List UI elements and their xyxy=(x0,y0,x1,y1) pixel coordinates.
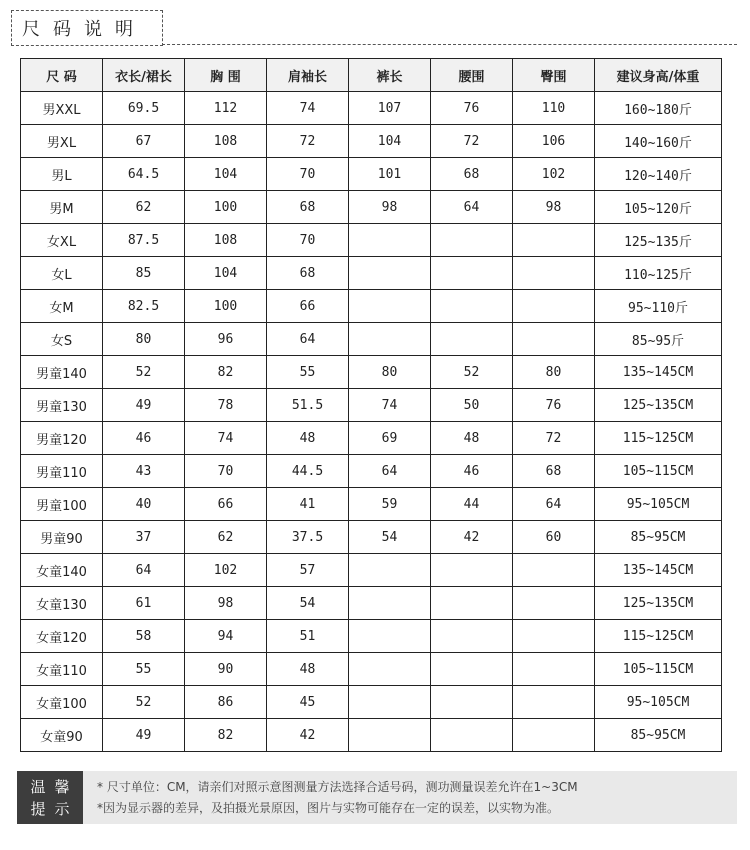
table-row xyxy=(21,488,722,521)
col-header-height-weight: 建议身高/体重 xyxy=(595,59,722,92)
table-cell: 42 xyxy=(431,521,513,554)
table-cell: 52 xyxy=(103,686,185,719)
table-cell: 52 xyxy=(103,356,185,389)
table-cell: 101 xyxy=(349,158,431,191)
table-cell xyxy=(349,224,431,257)
table-cell: 107 xyxy=(349,92,431,125)
table-cell: 54 xyxy=(349,521,431,554)
col-header-pants-length: 裤长 xyxy=(349,59,431,92)
table-cell: 46 xyxy=(431,455,513,488)
table-row xyxy=(21,125,722,158)
table-cell: 69 xyxy=(349,422,431,455)
table-row xyxy=(21,422,722,455)
size-label-cell: 男童120 xyxy=(21,422,103,455)
tips-label xyxy=(17,771,83,824)
table-cell: 64 xyxy=(431,191,513,224)
table-cell: 135~145CM xyxy=(595,356,722,389)
size-label-cell: 男XL xyxy=(21,125,103,158)
table-cell xyxy=(349,719,431,752)
table-cell: 105~115CM xyxy=(595,455,722,488)
table-cell: 51.5 xyxy=(267,389,349,422)
table-row xyxy=(21,686,722,719)
table-cell: 48 xyxy=(267,422,349,455)
table-cell: 52 xyxy=(431,356,513,389)
table-cell: 49 xyxy=(103,389,185,422)
table-cell: 78 xyxy=(185,389,267,422)
table-cell: 69.5 xyxy=(103,92,185,125)
table-cell: 105~115CM xyxy=(595,653,722,686)
table-cell: 95~110斤 xyxy=(595,290,722,323)
table-cell: 66 xyxy=(185,488,267,521)
table-row xyxy=(21,719,722,752)
table-cell: 62 xyxy=(185,521,267,554)
table-cell: 37.5 xyxy=(267,521,349,554)
table-cell: 76 xyxy=(513,389,595,422)
table-cell: 102 xyxy=(513,158,595,191)
size-label-cell: 女童100 xyxy=(21,686,103,719)
table-row xyxy=(21,356,722,389)
table-cell: 70 xyxy=(267,224,349,257)
table-cell: 44 xyxy=(431,488,513,521)
table-row xyxy=(21,554,722,587)
table-cell: 68 xyxy=(431,158,513,191)
table-cell xyxy=(513,620,595,653)
size-label-cell: 女XL xyxy=(21,224,103,257)
tips-panel xyxy=(17,771,737,824)
table-cell: 66 xyxy=(267,290,349,323)
table-cell: 82 xyxy=(185,719,267,752)
size-label-cell: 男童100 xyxy=(21,488,103,521)
table-cell: 42 xyxy=(267,719,349,752)
table-cell: 115~125CM xyxy=(595,422,722,455)
table-cell: 45 xyxy=(267,686,349,719)
size-label-cell: 女童90 xyxy=(21,719,103,752)
table-cell: 70 xyxy=(267,158,349,191)
table-cell: 112 xyxy=(185,92,267,125)
table-cell: 44.5 xyxy=(267,455,349,488)
table-cell xyxy=(513,686,595,719)
table-cell xyxy=(431,224,513,257)
table-cell: 104 xyxy=(185,257,267,290)
table-cell: 104 xyxy=(185,158,267,191)
size-label-cell: 男M xyxy=(21,191,103,224)
table-cell: 110 xyxy=(513,92,595,125)
table-cell: 70 xyxy=(185,455,267,488)
table-cell: 62 xyxy=(103,191,185,224)
table-cell: 85~95CM xyxy=(595,521,722,554)
table-cell: 61 xyxy=(103,587,185,620)
table-cell xyxy=(431,620,513,653)
col-header-sleeve: 肩袖长 xyxy=(267,59,349,92)
table-cell: 64 xyxy=(349,455,431,488)
table-cell xyxy=(431,290,513,323)
tips-text xyxy=(83,771,578,824)
size-label-cell: 男L xyxy=(21,158,103,191)
table-cell: 100 xyxy=(185,191,267,224)
table-cell: 72 xyxy=(267,125,349,158)
table-cell: 100 xyxy=(185,290,267,323)
table-cell: 67 xyxy=(103,125,185,158)
table-cell: 80 xyxy=(513,356,595,389)
table-cell: 37 xyxy=(103,521,185,554)
table-cell: 82 xyxy=(185,356,267,389)
tips-line-display: *因为显示器的差异，及拍摄光景原因，图片与实物可能存在一定的误差，以实物为准。 xyxy=(97,800,560,815)
table-cell xyxy=(349,620,431,653)
table-row xyxy=(21,653,722,686)
title-divider xyxy=(162,44,737,45)
size-label-cell: 男童140 xyxy=(21,356,103,389)
table-cell: 74 xyxy=(267,92,349,125)
table-cell: 108 xyxy=(185,125,267,158)
table-cell: 43 xyxy=(103,455,185,488)
table-cell: 140~160斤 xyxy=(595,125,722,158)
table-cell: 120~140斤 xyxy=(595,158,722,191)
table-cell: 110~125斤 xyxy=(595,257,722,290)
table-cell: 125~135CM xyxy=(595,389,722,422)
table-header-row xyxy=(21,59,722,92)
table-cell: 98 xyxy=(349,191,431,224)
col-header-hip: 臀围 xyxy=(513,59,595,92)
size-label-cell: 女童120 xyxy=(21,620,103,653)
table-cell: 90 xyxy=(185,653,267,686)
table-cell: 64 xyxy=(267,323,349,356)
table-cell xyxy=(513,719,595,752)
table-cell xyxy=(349,554,431,587)
col-header-length: 衣长/裙长 xyxy=(103,59,185,92)
table-cell: 46 xyxy=(103,422,185,455)
table-cell: 64 xyxy=(513,488,595,521)
table-cell xyxy=(513,554,595,587)
table-cell: 80 xyxy=(349,356,431,389)
table-cell xyxy=(431,323,513,356)
table-row xyxy=(21,455,722,488)
table-cell: 135~145CM xyxy=(595,554,722,587)
table-cell xyxy=(349,257,431,290)
table-row xyxy=(21,92,722,125)
col-header-chest: 胸 围 xyxy=(185,59,267,92)
table-cell: 59 xyxy=(349,488,431,521)
page-title: 尺码说明 xyxy=(22,19,146,40)
table-row xyxy=(21,521,722,554)
table-cell: 160~180斤 xyxy=(595,92,722,125)
size-label-cell: 男XXL xyxy=(21,92,103,125)
table-cell: 68 xyxy=(267,257,349,290)
table-cell: 60 xyxy=(513,521,595,554)
table-cell xyxy=(431,554,513,587)
table-cell: 86 xyxy=(185,686,267,719)
table-cell: 85~95CM xyxy=(595,719,722,752)
table-cell: 64.5 xyxy=(103,158,185,191)
table-cell: 74 xyxy=(185,422,267,455)
table-cell xyxy=(349,653,431,686)
table-cell: 95~105CM xyxy=(595,488,722,521)
table-cell: 48 xyxy=(431,422,513,455)
table-cell xyxy=(349,290,431,323)
table-row xyxy=(21,224,722,257)
table-cell: 82.5 xyxy=(103,290,185,323)
table-row xyxy=(21,158,722,191)
table-cell: 106 xyxy=(513,125,595,158)
table-cell xyxy=(431,686,513,719)
table-row xyxy=(21,389,722,422)
table-row xyxy=(21,587,722,620)
table-cell xyxy=(431,719,513,752)
table-cell: 108 xyxy=(185,224,267,257)
table-cell: 98 xyxy=(185,587,267,620)
table-cell: 125~135CM xyxy=(595,587,722,620)
table-cell: 57 xyxy=(267,554,349,587)
table-row xyxy=(21,323,722,356)
size-label-cell: 男童110 xyxy=(21,455,103,488)
table-cell: 54 xyxy=(267,587,349,620)
table-cell xyxy=(349,686,431,719)
table-cell: 85~95斤 xyxy=(595,323,722,356)
table-cell: 104 xyxy=(349,125,431,158)
table-cell: 48 xyxy=(267,653,349,686)
table-row xyxy=(21,257,722,290)
table-cell xyxy=(513,587,595,620)
size-label-cell: 女童110 xyxy=(21,653,103,686)
table-cell: 49 xyxy=(103,719,185,752)
table-cell: 94 xyxy=(185,620,267,653)
size-label-cell: 女童140 xyxy=(21,554,103,587)
table-cell: 40 xyxy=(103,488,185,521)
tips-label-line1: 温馨 xyxy=(30,777,79,796)
table-cell xyxy=(513,290,595,323)
table-row xyxy=(21,191,722,224)
table-cell xyxy=(431,257,513,290)
table-cell: 85 xyxy=(103,257,185,290)
table-cell: 68 xyxy=(513,455,595,488)
table-cell: 87.5 xyxy=(103,224,185,257)
table-cell: 105~120斤 xyxy=(595,191,722,224)
table-cell xyxy=(349,323,431,356)
size-label-cell: 女S xyxy=(21,323,103,356)
section-title-box xyxy=(11,10,163,46)
table-cell: 125~135斤 xyxy=(595,224,722,257)
table-cell: 102 xyxy=(185,554,267,587)
table-cell: 72 xyxy=(513,422,595,455)
table-cell: 98 xyxy=(513,191,595,224)
table-body xyxy=(21,92,722,752)
table-cell: 41 xyxy=(267,488,349,521)
table-cell: 50 xyxy=(431,389,513,422)
table-cell: 72 xyxy=(431,125,513,158)
table-row xyxy=(21,620,722,653)
table-cell: 76 xyxy=(431,92,513,125)
table-cell: 68 xyxy=(267,191,349,224)
col-header-size: 尺 码 xyxy=(21,59,103,92)
table-cell: 95~105CM xyxy=(595,686,722,719)
tips-label-line2: 提示 xyxy=(30,799,79,818)
table-cell: 80 xyxy=(103,323,185,356)
table-cell: 96 xyxy=(185,323,267,356)
table-cell xyxy=(349,587,431,620)
size-chart-table xyxy=(20,58,722,752)
size-label-cell: 男童90 xyxy=(21,521,103,554)
table-cell: 58 xyxy=(103,620,185,653)
size-label-cell: 女童130 xyxy=(21,587,103,620)
table-cell: 51 xyxy=(267,620,349,653)
table-cell: 55 xyxy=(267,356,349,389)
table-cell xyxy=(431,653,513,686)
table-cell: 64 xyxy=(103,554,185,587)
size-label-cell: 男童130 xyxy=(21,389,103,422)
table-cell xyxy=(513,323,595,356)
table-cell xyxy=(513,224,595,257)
table-cell: 115~125CM xyxy=(595,620,722,653)
table-cell: 55 xyxy=(103,653,185,686)
tips-line-unit: * 尺寸单位：CM，请亲们对照示意图测量方法选择合适号码，测功测量误差允许在1~3CM xyxy=(97,779,578,794)
size-label-cell: 女L xyxy=(21,257,103,290)
table-cell xyxy=(513,653,595,686)
table-row xyxy=(21,290,722,323)
table-cell xyxy=(513,257,595,290)
col-header-waist: 腰围 xyxy=(431,59,513,92)
table-cell xyxy=(431,587,513,620)
size-label-cell: 女M xyxy=(21,290,103,323)
table-cell: 74 xyxy=(349,389,431,422)
